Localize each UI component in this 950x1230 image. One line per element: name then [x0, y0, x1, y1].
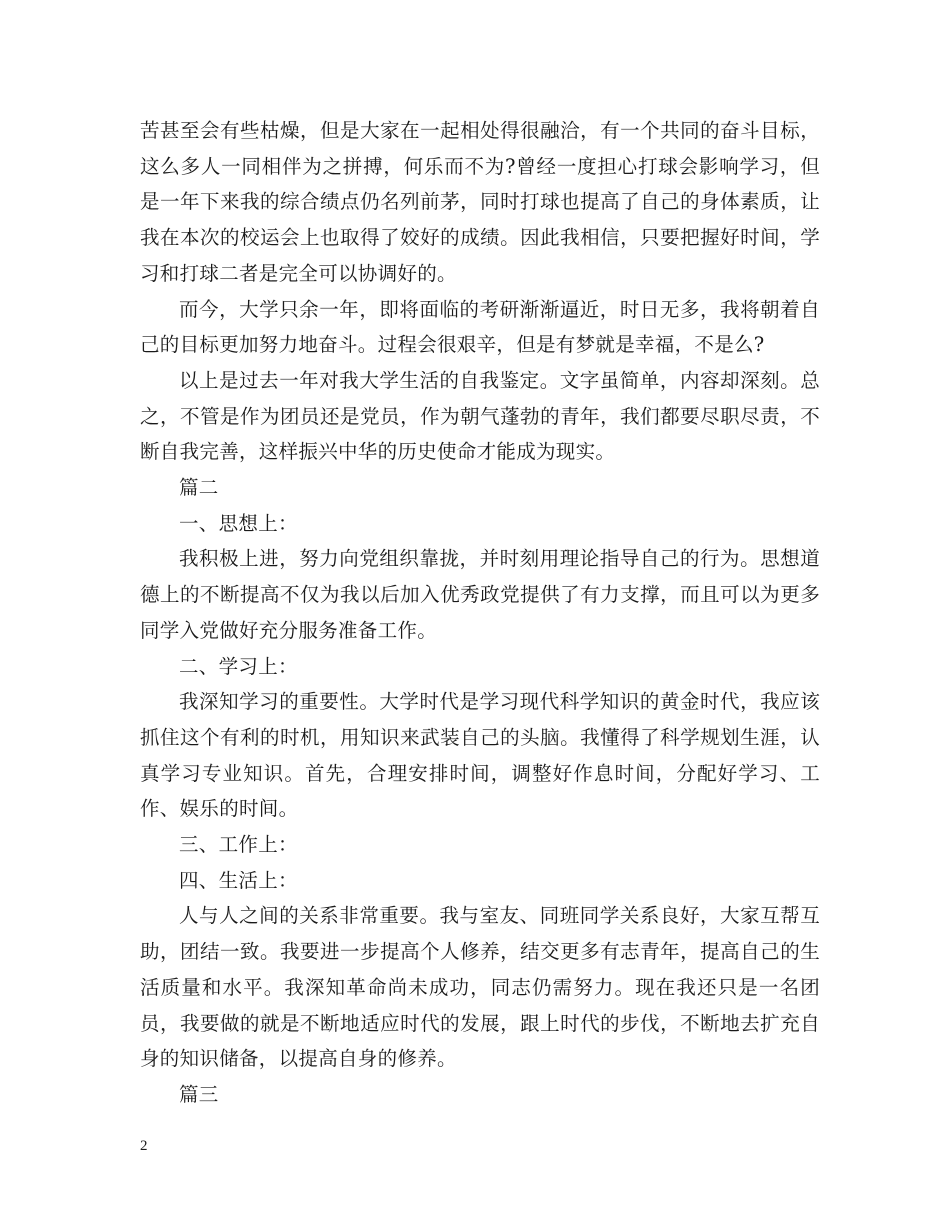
- document-body: [140, 113, 820, 1113]
- subheading-study: 二、学习上：: [179, 654, 298, 678]
- section-heading-part-three: 篇三: [179, 1082, 219, 1106]
- paragraph-self-assessment-summary: 以上是过去一年对我大学生活的自我鉴定。文字虽简单，内容却深刻。总之，不管是作为团员还是党员，作为朝气蓬勃的青年，我们都要尽职尽责，不断自我完善，这样振兴中华的历史使命才能成为现实。: [140, 368, 820, 464]
- subheading-ideology: 一、思想上：: [179, 511, 298, 535]
- subheading-work: 三、工作上：: [179, 833, 298, 857]
- paragraph-postgraduate-goal: 而今，大学只余一年，即将面临的考研渐渐逼近，时日无多，我将朝着自己的目标更加努力地奋斗。过程会很艰辛，但是有梦就是幸福，不是么?: [140, 297, 820, 357]
- paragraph-continued-intro: 苦甚至会有些枯燥，但是大家在一起相处得很融洽，有一个共同的奋斗目标，这么多人一同相伴为之拼搏，何乐而不为?曾经一度担心打球会影响学习，但是一年下来我的综合绩点仍名列前茅，同时打球也提高了自己的身体素质，让我在本次的校运会上也取得了姣好的成绩。因此我相信，只要把握好时间，学习和打球二者是完全可以协调好的。: [140, 119, 820, 285]
- section-heading-part-two: 篇二: [179, 476, 219, 500]
- paragraph-life: 人与人之间的关系非常重要。我与室友、同班同学关系良好，大家互帮互助，团结一致。我要进一步提高个人修养，结交更多有志青年，提高自己的生活质量和水平。我深知革命尚未成功，同志仍需努力。现在我还只是一名团员，我要做的就是不断地适应时代的发展，跟上时代的步伐，不断地去扩充自身的知识储备，以提高自身的修养。: [140, 904, 820, 1071]
- paragraph-ideology: 我积极上进，努力向党组织靠拢，并时刻用理论指导自己的行为。思想道德上的不断提高不仅为我以后加入优秀政党提供了有力支撑，而且可以为更多同学入党做好充分服务准备工作。: [140, 547, 820, 642]
- subheading-life: 四、生活上：: [179, 868, 298, 892]
- paragraph-study: 我深知学习的重要性。大学时代是学习现代科学知识的黄金时代，我应该抓住这个有利的时机，用知识来武装自己的头脑。我懂得了科学规划生涯，认真学习专业知识。首先，合理安排时间，调整好作息时间，分配好学习、工作、娱乐的时间。: [140, 690, 820, 821]
- page-number: 2: [140, 1138, 148, 1154]
